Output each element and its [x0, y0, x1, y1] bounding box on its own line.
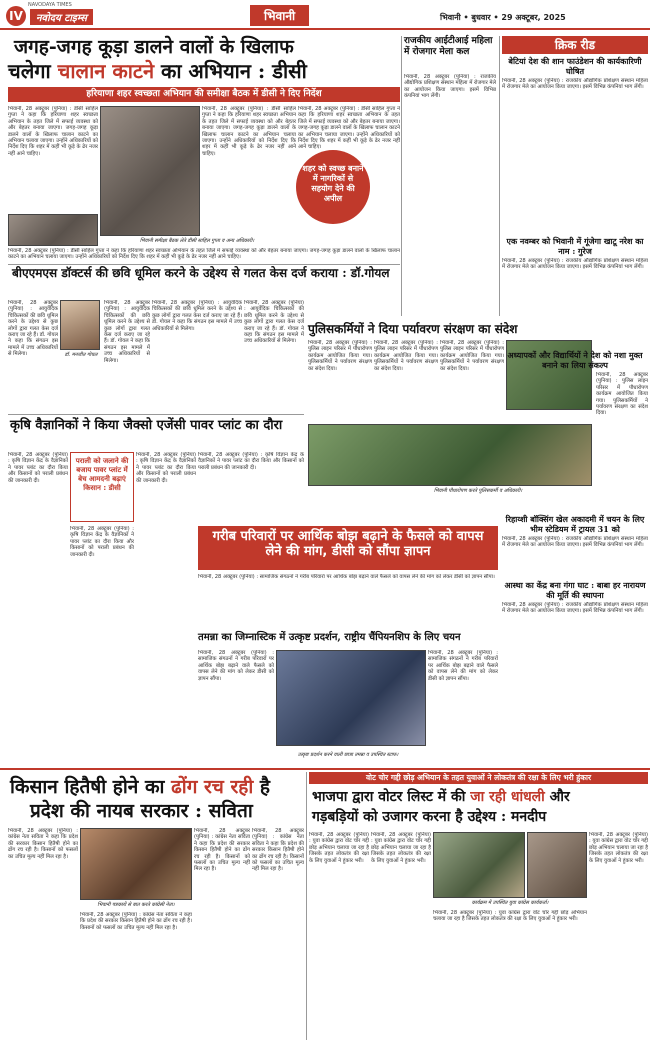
sports-text-5: भिवानी, 28 अक्टूबर (पुनिया) : राजकीय औद्योगिक प्रशिक्षण संस्थान महिला में रोजगार मेले का आयोजन किया जाएगा। इसमें विभिन्न कंपनियां भाग लेंगी।	[502, 602, 648, 615]
sports-sub3: रिहाय्शी बॉक्सिंग खेल अकादमी में चयन के लिए भीम स्टेडियम में ट्रायल 31 को	[505, 514, 645, 534]
sports-text-1: भिवानी, 28 अक्टूबर (पुनिया) : राजकीय औद्योगिक प्रशिक्षण संस्थान महिला में रोजगार मेले का आयोजन किया जाएगा। इसमें विभिन्न कंपनियां भाग लेंगी।	[502, 78, 648, 91]
story2-headline: बीएएमएस डॉक्टर्स की छवि धूमिल करने के उद्देश्य से गलत केस दर्ज कराया : डॉ.गोयल	[12, 266, 390, 280]
story7-caption: उत्कृष्ट प्रदर्शन करने वाली छात्रा तमन्ना व उपस्थित स्टाफ।	[297, 752, 399, 758]
lead-caption: भिवानी समीक्षा बैठक लेते डीसी साहिल गुप्ता व अन्य अधिकारी।	[139, 238, 255, 244]
lead-headline-2: चलेगा चालान काटने का अभियान : डीसी	[8, 59, 307, 83]
section-title: भिवानी	[250, 5, 309, 26]
masthead	[0, 0, 650, 30]
bottom-right-headline-1: भाजपा द्वारा वोटर लिस्ट में की जा रही धांधली और	[312, 789, 570, 805]
story3-text-col4: भिवानी, 28 अक्टूबर (पुनिया) : कृषि विज्ञान केंद्र के वैज्ञानिकों ने पावर प्लांट का दौरा किया और किसानों को पराली प्रबंधन की जानकारी दी।	[198, 452, 304, 471]
sports-tag: क्रिक रीड	[502, 36, 648, 54]
bottom-right-text-col3: भिवानी, 28 अक्टूबर (पुनिया) : युवा कांग्रेस द्वारा वोट चोर गद्दी छोड़ अभियान चलाया जा रहा है जिसके तहत लोकतंत्र की रक्षा के लिए युवाओं ने हुंकार भरी।	[433, 910, 587, 923]
bottom-right-caption: कार्यक्रम में उपस्थित युवा कांग्रेस कार्यकर्ता।	[471, 900, 549, 906]
story7-headline: तमन्ना का जिम्नास्टिक में उत्कृष्ट प्रदर्शन, राष्ट्रीय चैंपियनशिप के लिए चयन	[198, 632, 461, 643]
story5-text: भिवानी, 28 अक्टूबर (पुनिया) : राजकीय औद्योगिक प्रशिक्षण संस्थान महिला में रोजगार मेले का आयोजन किया जाएगा। इसमें विभिन्न कंपनियां भाग लेंगी।	[404, 74, 496, 100]
date-line: भिवानी • बुधवार • 29 अक्टूबर, 2025	[440, 13, 566, 22]
bottom-right-text-col4: भिवानी, 28 अक्टूबर (पुनिया) : युवा कांग्रेस द्वारा वोट चोर गद्दी छोड़ अभियान चलाया जा रहा है जिसके तहत लोकतंत्र की रक्षा के लिए युवाओं ने हुंकार भरी।	[589, 832, 648, 864]
lead-subband: हरियाणा शहर स्वच्छता अभियान की समीक्षा बैठक में डीसी ने दिए निर्देश	[8, 87, 400, 102]
story2-photo	[60, 300, 100, 350]
page-number: IV	[6, 6, 26, 26]
lead-text-col2: भिवानी, 28 अक्टूबर (पुनिया) : डीसी साहिल गुप्ता ने कहा कि हरियाणा शहर स्वच्छता अभियान के तहत जिले में सफाई व्यवस्था को और बेहतर बनाया जाएगा। जगह-जगह कूड़ा डालने वालों के खिलाफ चालान काटने का अभियान चलाया जाएगा। उन्होंने अधिकारियों को निर्देश दिए कि शहर में कहीं भी कूड़े के ढेर नजर नहीं आने चाहिए।	[202, 106, 296, 157]
bottom-right-headline-2: गड़बड़ियों को उजागर करना है उद्देश्य : मनदीप	[312, 809, 547, 825]
story4-text-col2: भिवानी, 28 अक्टूबर (पुनिया) : पुलिस लाइन परिसर में पौधारोपण कार्यक्रम आयोजित किया गया। पुलिसकर्मियों ने पर्यावरण संरक्षण का संदेश दिया।	[374, 340, 438, 372]
story6-headline: गरीब परिवारों पर आर्थिक बोझ बढ़ाने के फैसले को वापस लेने की मांग, डीसी को सौंपा ज्ञापन	[198, 526, 498, 570]
story4-caption: भिवानी पौधारोपण करते पुलिसकर्मी व अधिकारी।	[433, 488, 523, 494]
bottom-right-text-col2: भिवानी, 28 अक्टूबर (पुनिया) : युवा कांग्रेस द्वारा वोट चोर गद्दी छोड़ अभियान चलाया जा रहा है जिसके तहत लोकतंत्र की रक्षा के लिए युवाओं ने हुंकार भरी।	[371, 832, 431, 864]
lead-photo	[100, 106, 200, 236]
story4-headline: पुलिसकर्मियों ने दिया पर्यावरण संरक्षण का संदेश	[308, 322, 518, 336]
sports-headline: बेटियां देश की शान फाउंडेशन की कार्यकारिणी घोषित	[508, 56, 642, 76]
story2-caption: डॉ. मनजीत गोयल	[64, 352, 98, 358]
story4-photo-wide	[308, 424, 592, 486]
story2-text-col4: भिवानी, 28 अक्टूबर (पुनिया) : आयुर्वेदिक चिकित्सकों की छवि धूमिल करने के उद्देश्य से कुछ लोगों द्वारा गलत केस दर्ज कराए जा रहे हैं। डॉ. गोयल ने कहा कि संगठन इस मामले में उच्च अधिकारियों से मिलेगा।	[244, 300, 304, 345]
lead-headline-1: जगह-जगह कूड़ा डालने वालों के खिलाफ	[14, 36, 294, 58]
story3-text-col3: भिवानी, 28 अक्टूबर (पुनिया) : कृषि विज्ञान केंद्र के वैज्ञानिकों ने पावर प्लांट का दौरा किया और किसानों को पराली प्रबंधन की जानकारी दी।	[136, 452, 196, 484]
lead-photo-strip	[8, 214, 98, 246]
story2-text-col1: भिवानी, 28 अक्टूबर (पुनिया) : आयुर्वेदिक चिकित्सकों की छवि धूमिल करने के उद्देश्य से कुछ लोगों द्वारा गलत केस दर्ज कराए जा रहे हैं। डॉ. गोयल ने कहा कि संगठन इस मामले में उच्च अधिकारियों से मिलेगा।	[8, 300, 58, 358]
bottom-left-text-col4: भिवानी, 28 अक्टूबर (पुनिया) : कांग्रेस नेता सविता ने कहा कि प्रदेश की सरकार किसान हितैषी होने का ढोंग रच रही है। किसानों को फसलों का उचित मूल्य नहीं मिल रहा है।	[252, 828, 304, 873]
sports-text-4: भिवानी, 28 अक्टूबर (पुनिया) : राजकीय औद्योगिक प्रशिक्षण संस्थान महिला में रोजगार मेले का आयोजन किया जाएगा। इसमें विभिन्न कंपनियां भाग लेंगी।	[502, 536, 648, 549]
story7-photo	[276, 650, 426, 746]
bottom-left-text-col3: भिवानी, 28 अक्टूबर (पुनिया) : कांग्रेस नेता सविता ने कहा कि प्रदेश की सरकार किसान हितैषी होने का ढोंग रच रही है। किसानों को फसलों का उचित मूल्य नहीं मिल रहा है।	[194, 828, 250, 873]
story3-text-col1: भिवानी, 28 अक्टूबर (पुनिया) : कृषि विज्ञान केंद्र के वैज्ञानिकों ने पावर प्लांट का दौरा किया और किसानों को पराली प्रबंधन की जानकारी दी।	[8, 452, 68, 484]
story2-text-col2: भिवानी, 28 अक्टूबर (पुनिया) : आयुर्वेदिक चिकित्सकों की छवि धूमिल करने के उद्देश्य से कुछ लोगों द्वारा गलत केस दर्ज कराए जा रहे हैं। डॉ. गोयल ने कहा कि संगठन इस मामले में उच्च अधिकारियों से मिलेगा।	[104, 300, 150, 364]
story3-callout: पराली को जलाने की बजाय पावर प्लांट में बेच आमदनी बढ़ाएं किसान : डीसी	[70, 452, 134, 522]
bottom-right-text-col1: भिवानी, 28 अक्टूबर (पुनिया) : युवा कांग्रेस द्वारा वोट चोर गद्दी छोड़ अभियान चलाया जा रहा है जिसके तहत लोकतंत्र की रक्षा के लिए युवाओं ने हुंकार भरी।	[309, 832, 369, 864]
bottom-left-text-col1: भिवानी, 28 अक्टूबर (पुनिया) : कांग्रेस नेता सविता ने कहा कि प्रदेश की सरकार किसान हितैषी होने का ढोंग रच रही है। किसानों को फसलों का उचित मूल्य नहीं मिल रहा है।	[8, 828, 78, 860]
bottom-left-caption: भिवानी पत्रकारों से बात करते कांग्रेसी नेता।	[97, 902, 175, 908]
bottom-left-headline-1: किसान हितैषी होने का ढोंग रच रही है	[10, 776, 270, 798]
lead-quote-bubble: शहर को स्वच्छ बनाने में नागरिकों से सहयोग देने की अपील	[296, 150, 370, 224]
story3-text-col2: भिवानी, 28 अक्टूबर (पुनिया) : कृषि विज्ञान केंद्र के वैज्ञानिकों ने पावर प्लांट का दौरा किया और किसानों को पराली प्रबंधन की जानकारी दी।	[70, 526, 134, 558]
reg-line: NAVODAYA TIMES	[28, 2, 72, 8]
story4-text-col1: भिवानी, 28 अक्टूबर (पुनिया) : पुलिस लाइन परिसर में पौधारोपण कार्यक्रम आयोजित किया गया। पुलिसकर्मियों ने पर्यावरण संरक्षण का संदेश दिया।	[308, 340, 372, 372]
story4-text-col3: भिवानी, 28 अक्टूबर (पुनिया) : पुलिस लाइन परिसर में पौधारोपण कार्यक्रम आयोजित किया गया। पुलिसकर्मियों ने पर्यावरण संरक्षण का संदेश दिया।	[440, 340, 504, 372]
sports-text-3: भिवानी, 28 अक्टूबर (पुनिया) : पुलिस लाइन परिसर में पौधारोपण कार्यक्रम आयोजित किया गया। पुलिसकर्मियों ने पर्यावरण संरक्षण का संदेश दिया।	[596, 372, 648, 417]
lead-text-col3: भिवानी, 28 अक्टूबर (पुनिया) : डीसी साहिल गुप्ता ने कहा कि हरियाणा शहर स्वच्छता अभियान के तहत जिले में सफाई व्यवस्था को और बेहतर बनाया जाएगा। जगह-जगह कूड़ा डालने वालों के खिलाफ चालान काटने का अभियान चलाया जाएगा। उन्होंने अधिकारियों को निर्देश दिए कि शहर में कहीं भी कूड़े के ढेर नजर नहीं आने चाहिए।	[298, 106, 400, 151]
bottom-left-headline-2: प्रदेश की नायब सरकार : सविता	[30, 800, 253, 822]
story7-text-col2: भिवानी, 28 अक्टूबर (पुनिया) : सामाजिक संगठनों ने गरीब परिवारों पर आर्थिक बोझ बढ़ाने वाले फैसले को वापस लेने की मांग को लेकर डीसी को ज्ञापन सौंपा।	[428, 650, 498, 682]
bottom-left-text-col2: भिवानी, 28 अक्टूबर (पुनिया) : कांग्रेस नेता सविता ने कहा कि प्रदेश की सरकार किसान हितैषी होने का ढोंग रच रही है। किसानों को फसलों का उचित मूल्य नहीं मिल रहा है।	[80, 912, 192, 931]
sports-sub4: आस्था का केंद्र बना गंगा घाट : बाबा हर नारायण की मूर्ति की स्थापना	[504, 580, 646, 600]
sports-text-2: भिवानी, 28 अक्टूबर (पुनिया) : राजकीय औद्योगिक प्रशिक्षण संस्थान महिला में रोजगार मेले का आयोजन किया जाएगा। इसमें विभिन्न कंपनियां भाग लेंगी।	[502, 258, 648, 271]
lead-text-bottom: भिवानी, 28 अक्टूबर (पुनिया) : डीसी साहिल गुप्ता ने कहा कि हरियाणा शहर स्वच्छता अभियान के तहत जिले में सफाई व्यवस्था को और बेहतर बनाया जाएगा। जगह-जगह कूड़ा डालने वालों के खिलाफ चालान काटने का अभियान चलाया जाएगा। उन्होंने अधिकारियों को निर्देश दिए कि शहर में कहीं भी कूड़े के ढेर नजर नहीं आने चाहिए।	[8, 248, 400, 261]
sports-sub1: एक नवम्बर को भिवानी में गूंजेगा खाटू नरेश का नाम : गुरेज	[506, 236, 644, 256]
story7-text: भिवानी, 28 अक्टूबर (पुनिया) : सामाजिक संगठनों ने गरीब परिवारों पर आर्थिक बोझ बढ़ाने वाले फैसले को वापस लेने की मांग को लेकर डीसी को ज्ञापन सौंपा।	[198, 650, 274, 682]
lead-text-col1: भिवानी, 28 अक्टूबर (पुनिया) : डीसी साहिल गुप्ता ने कहा कि हरियाणा शहर स्वच्छता अभियान के तहत जिले में सफाई व्यवस्था को और बेहतर बनाया जाएगा। जगह-जगह कूड़ा डालने वालों के खिलाफ चालान काटने का अभियान चलाया जाएगा। उन्होंने अधिकारियों को निर्देश दिए कि शहर में कहीं भी कूड़े के ढेर नजर नहीं आने चाहिए।	[8, 106, 98, 157]
bottom-right-band: वोट चोर गद्दी छोड़ अभियान के तहत युवाओं ने लोकतंत्र की रक्षा के लिए भरी हुंकार	[309, 772, 648, 784]
story6-text: भिवानी, 28 अक्टूबर (पुनिया) : सामाजिक संगठनों ने गरीब परिवारों पर आर्थिक बोझ बढ़ाने वाले फैसले को वापस लेने की मांग को लेकर डीसी को ज्ञापन सौंपा।	[198, 574, 495, 580]
story2-text-col3: भिवानी, 28 अक्टूबर (पुनिया) : आयुर्वेदिक चिकित्सकों की छवि धूमिल करने के उद्देश्य से कुछ लोगों द्वारा गलत केस दर्ज कराए जा रहे हैं। डॉ. गोयल ने कहा कि संगठन इस मामले में उच्च अधिकारियों से मिलेगा।	[152, 300, 242, 332]
story5-headline: राजकीय आईटीआई महिला में रोजगार मेला कल	[404, 36, 493, 57]
paper-name: नवोदय टाइम्स	[30, 9, 93, 25]
sports-sub2: अध्यापकों और विद्यार्थियों ने देश को नशा मुक्त बनाने का लिया संकल्प	[507, 350, 643, 370]
story3-headline: कृषि वैज्ञानिकों ने किया जैक्सो एजेंसी पावर प्लांट का दौरा	[10, 418, 283, 433]
bottom-left-photo	[80, 828, 192, 900]
bottom-right-photo-2	[527, 832, 587, 898]
bottom-right-photo	[433, 832, 525, 898]
